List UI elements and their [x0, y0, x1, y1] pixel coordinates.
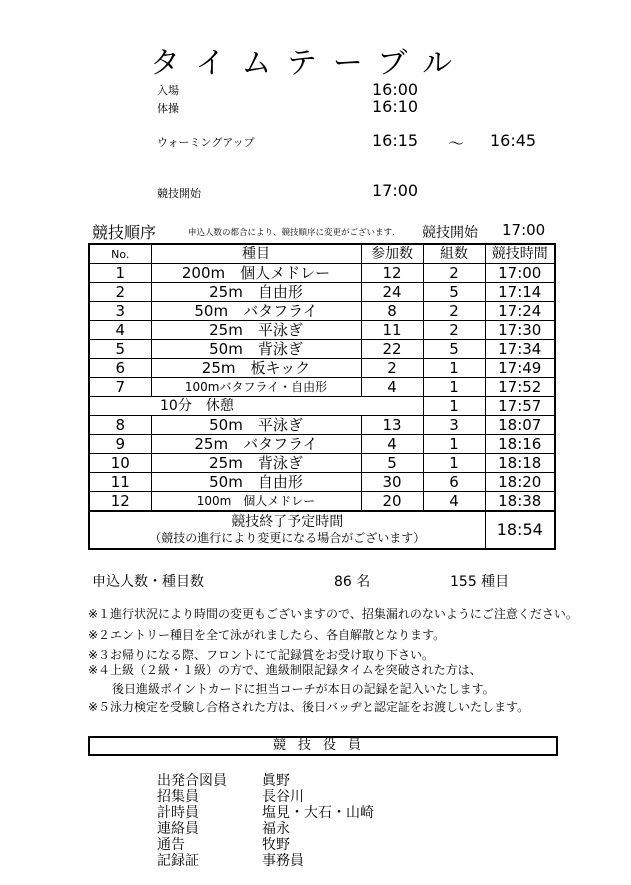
- row-event: 50m 平泳ぎ: [151, 416, 361, 435]
- table-row: [89, 302, 555, 321]
- row-event: 25m バタフライ: [151, 435, 361, 454]
- row-groups: 3: [423, 416, 485, 435]
- break-groups: 1: [423, 397, 485, 416]
- row-time: 17:30: [485, 321, 555, 340]
- row-groups: 1: [423, 359, 485, 378]
- official-role: 出発合図員: [157, 773, 227, 789]
- row-no: 1: [89, 264, 151, 283]
- row-no: 11: [89, 473, 151, 492]
- row-no: 6: [89, 359, 151, 378]
- header-entries: 参加数: [361, 244, 423, 264]
- official-name: 事務員: [262, 853, 304, 869]
- official-name: 福永: [262, 821, 290, 837]
- row-event: 50m バタフライ: [151, 302, 361, 321]
- summary-events: 155 種目: [450, 574, 510, 590]
- row-time: 18:20: [485, 473, 555, 492]
- row-event: 25m 平泳ぎ: [151, 321, 361, 340]
- schedule-label-entry: 入場: [157, 84, 179, 97]
- row-entries: 22: [361, 340, 423, 359]
- row-no: 4: [89, 321, 151, 340]
- table-row: [89, 359, 555, 378]
- race-table: [88, 243, 556, 550]
- official-role: 連絡員: [157, 821, 199, 837]
- schedule-time-warmup: 16:15: [372, 131, 419, 150]
- order-note: 申込人数の都合により、競技順序に変更がございます.: [188, 228, 395, 238]
- row-entries: 4: [361, 435, 423, 454]
- official-name: 長谷川: [262, 789, 304, 805]
- row-groups: 4: [423, 492, 485, 512]
- schedule-time-start: 17:00: [372, 181, 419, 200]
- header-no: No.: [89, 244, 151, 264]
- summary-label: 申込人数・種目数: [92, 574, 204, 590]
- schedule-label-start: 競技開始: [157, 187, 201, 200]
- row-event: 100m 個人メドレー: [151, 492, 361, 512]
- official-name: 牧野: [262, 837, 290, 853]
- table-row: [89, 454, 555, 473]
- table-header-row: [89, 244, 555, 264]
- schedule-sep-warmup: ～: [448, 134, 465, 153]
- table-row: [89, 378, 555, 397]
- order-title: 競技順序: [92, 223, 157, 242]
- end-label-line1: 競技終了予定時間: [231, 514, 344, 530]
- note-4: ※４上級（２級・１級）の方で、進級制限記録タイムを突破された方は、: [88, 663, 482, 677]
- row-no: 10: [89, 454, 151, 473]
- officials-title: 競技役員: [88, 736, 558, 756]
- row-groups: 5: [423, 340, 485, 359]
- official-role: 招集員: [157, 789, 199, 805]
- row-no: 5: [89, 340, 151, 359]
- row-time: 17:34: [485, 340, 555, 359]
- end-label: [89, 511, 485, 549]
- row-entries: 4: [361, 378, 423, 397]
- row-event: 25m 板キック: [151, 359, 361, 378]
- row-no: 3: [89, 302, 151, 321]
- row-no: 2: [89, 283, 151, 302]
- row-time: 17:24: [485, 302, 555, 321]
- row-groups: 2: [423, 302, 485, 321]
- note-4b: 後日進級ポイントカードに担当コーチが本日の記録を記入いたします。: [88, 682, 495, 696]
- row-event: 200m 個人メドレー: [151, 264, 361, 283]
- row-event: 50m 背泳ぎ: [151, 340, 361, 359]
- row-entries: 11: [361, 321, 423, 340]
- row-groups: 2: [423, 321, 485, 340]
- break-time: 17:57: [485, 397, 555, 416]
- row-event: 50m 自由形: [151, 473, 361, 492]
- row-groups: 2: [423, 264, 485, 283]
- end-time: 18:54: [485, 511, 555, 549]
- table-row: [89, 492, 555, 512]
- row-groups: 1: [423, 454, 485, 473]
- schedule-end-warmup: 16:45: [490, 131, 537, 150]
- table-row: [89, 435, 555, 454]
- order-start-label: 競技開始: [422, 225, 478, 241]
- header-time: 競技時間: [485, 244, 555, 264]
- row-time: 17:52: [485, 378, 555, 397]
- table-break-row: [89, 397, 555, 416]
- table-row: [89, 473, 555, 492]
- row-groups: 6: [423, 473, 485, 492]
- page-title: タイムテーブル: [150, 46, 469, 81]
- row-time: 18:16: [485, 435, 555, 454]
- break-label: 10分 休憩: [89, 397, 423, 416]
- official-role: 記録証: [157, 853, 199, 869]
- row-groups: 5: [423, 283, 485, 302]
- table-row: [89, 283, 555, 302]
- row-entries: 12: [361, 264, 423, 283]
- row-event: 25m 背泳ぎ: [151, 454, 361, 473]
- table-row: [89, 416, 555, 435]
- official-name: 塩見・大石・山崎: [262, 805, 374, 821]
- row-entries: 30: [361, 473, 423, 492]
- table-row: [89, 340, 555, 359]
- note-2: ※２エントリー種目を全て泳がれましたら、各自解散となります。: [88, 628, 446, 642]
- row-no: 9: [89, 435, 151, 454]
- order-start-time: 17:00: [502, 221, 546, 239]
- row-event: 25m 自由形: [151, 283, 361, 302]
- header-event: 種目: [151, 244, 361, 264]
- table-row: [89, 321, 555, 340]
- row-groups: 1: [423, 378, 485, 397]
- official-name: 眞野: [262, 773, 290, 789]
- summary-people: 86 名: [334, 574, 371, 590]
- row-time: 18:18: [485, 454, 555, 473]
- row-groups: 1: [423, 435, 485, 454]
- row-entries: 13: [361, 416, 423, 435]
- row-time: 17:14: [485, 283, 555, 302]
- end-label-line2: （競技の進行により変更になる場合がございます）: [149, 531, 426, 545]
- table-row: [89, 264, 555, 283]
- row-time: 18:07: [485, 416, 555, 435]
- header-groups: 組数: [423, 244, 485, 264]
- row-entries: 8: [361, 302, 423, 321]
- table-end-row: [89, 511, 555, 549]
- schedule-time-exercise: 16:10: [372, 97, 419, 116]
- note-5: ※５泳力検定を受験し合格された方は、後日バッヂと認定証をお渡しいたします。: [88, 700, 530, 714]
- official-role: 通告: [157, 837, 185, 853]
- official-role: 計時員: [157, 805, 199, 821]
- schedule-time-entry: 16:00: [372, 80, 419, 99]
- row-entries: 20: [361, 492, 423, 512]
- row-time: 17:00: [485, 264, 555, 283]
- note-1: ※１進行状況により時間の変更もございますので、招集漏れのないようにご注意ください。: [88, 607, 578, 621]
- note-3: ※３お帰りになる際、フロントにて記録賞をお受け取り下さい。: [88, 648, 435, 662]
- row-event: 100mバタフライ・自由形: [151, 378, 361, 397]
- row-entries: 2: [361, 359, 423, 378]
- row-time: 18:38: [485, 492, 555, 512]
- row-no: 7: [89, 378, 151, 397]
- schedule-label-warmup: ウォーミングアップ: [157, 136, 255, 149]
- row-time: 17:49: [485, 359, 555, 378]
- schedule-label-exercise: 体操: [157, 102, 179, 115]
- row-no: 8: [89, 416, 151, 435]
- row-entries: 24: [361, 283, 423, 302]
- row-no: 12: [89, 492, 151, 512]
- row-entries: 5: [361, 454, 423, 473]
